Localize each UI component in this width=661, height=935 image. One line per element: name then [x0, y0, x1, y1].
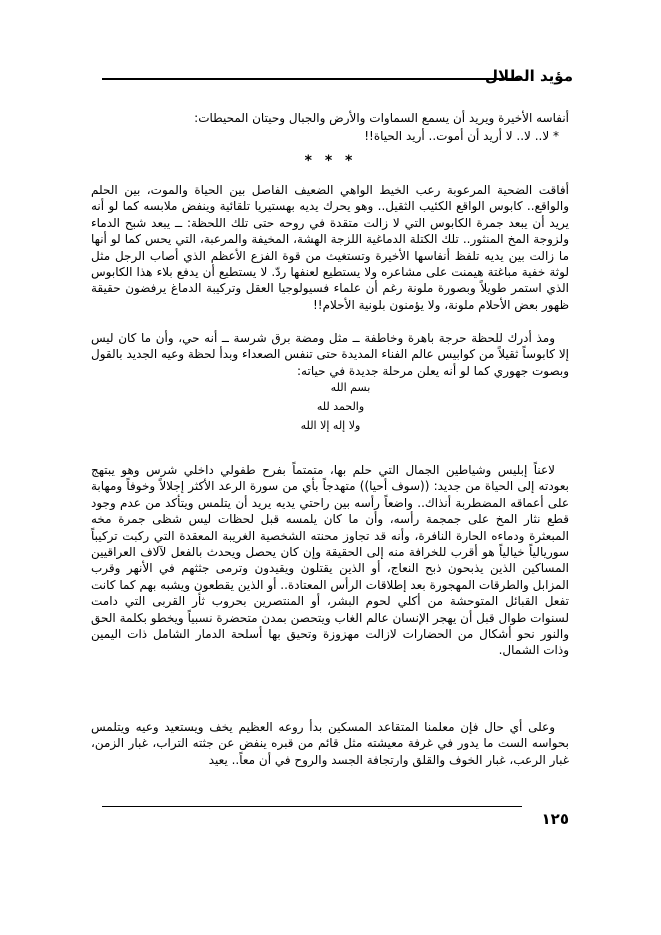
running-header-author: مؤيد الطلال: [484, 67, 573, 85]
centered-line-tahlil: ولا إله إلا الله: [300, 419, 361, 432]
quoted-line: * لا.. لا.. لا أريد أن أموت.. أريد الحياة!!: [364, 129, 559, 143]
header-divider: [102, 78, 522, 80]
centered-line-basmala: بسم الله: [330, 381, 371, 394]
paragraph-cursing: لاعناً إبليس وشياطين الجمال التي حلم بها، متمتماً بفرح طفولي داخلي شرس وهو يبتهج بعودته إلى الحياة من جديد: ((سوف أحيا)) متهدجاً بأي من سورة الرعد الأكثر إجلالاً وخوفاً ومهابة على أعماقه المضطربة أنذاك.. واضعاً رأسه بين راحتي يديه يريد أن يتلمس ويتأكد من عدم وجود قطع نثار المخ على جمجمة رأسه، وأن ما كان يلمسه قبل لحظات ليس شظى جمرة مخه المبعثرة ودماءه الحارة النافرة، وأنه قد تجاوز محنته الشخصية الغريبة المعقدة التي ركبت تركيباً سوريالياً خيالياً هو أقرب للخرافة منه إلى الحقيقة وإن كان يحصل ويحدث بالفعل لآلاف العراقيين المساكين الذين يذبحون ذبح النعاج، أو الذين يقتلون ويقيدون وترمى جثثهم في الأنهر وقرب المزابل والطرقات المهجورة بعد إطلاقات الرأس المعتادة.. أو الذين يقطعون ويشبه بهم كما كانت تفعل القبائل المتوحشة من أكلي لحوم البشر، أو المنتصرين بحروب ثأر القربى التي دامت لسنوات طوال قبل أن يهجر الإنسان عالم الغاب ويتحصن بمدن متحضرة نسبياً ويخطو بكلمة الحق والنور نحو أشكال من الحضارات لازالت مهزوزة وتحيق بها أسلحة الدمار الشامل ذات اليمين وذات الشمال.: [91, 463, 569, 658]
paragraph-continuation: أنفاسه الأخيرة ويريد أن يسمع السماوات والأرض والجبال وحيتان المحيطات:: [194, 111, 569, 125]
centered-line-hamd: والحمد لله: [316, 400, 365, 413]
footer-divider: [102, 806, 522, 807]
paragraph-recovery: وعلى أي حال فإن معلمنا المتقاعد المسكين بدأ روعه العظيم يخف ويستعيد وعيه ويتلمس بحواسه الست ما يدور في غرفة معيشته مثل قائم من قبره ينفض عن جثته التراب، غبار الزمن، غبار الرعب، غبار الخوف والقلق وارتجافة الجسد والروح في أن معاً.. يعيد: [91, 720, 569, 767]
paragraph-realization: ومذ أدرك للحظة حرجة باهرة وخاطفة ــ مثل ومضة برق شرسة ــ أنه حي، وأن ما كان ليس إلا كابوساً ثقيلاً من كوابيس عالم الفناء المديدة حتى تنفس الصعداء وبدأ لحظة وعيه الجديد بالقول وبصوت جهوري كما لو أنه يعلن مرحلة جديدة في حياته:: [91, 331, 569, 378]
section-break-asterisks: * * *: [304, 153, 357, 169]
page-number: ١٢٥: [541, 810, 569, 828]
paragraph-awakening: أفاقت الضحية المرعوبة رعب الخيط الواهي الضعيف الفاصل بين الحياة والموت، بين الحلم والواقع.. كابوس الواقع الكئيب الثقيل.. وهو يحرك يديه بهستيريا تلقائية وينفض ملابسه كما لو أنه يريد أن يبعد جمرة الكابوس التي لا زالت متقدة في روحه حتى تلك اللحظة: ــ يبعد شبح الدماء ولزوجة المخ المنثور.. تلك الكتلة الدماغية اللزجة الهشة، المخيفة والمرعبة، التي يحس كما لو أنها ما زالت بين يديه تلفظ أنفاسها الأخيرة وتستغيث من قوة الفزع الأعظم الذي أصاب الرجل مثل لوثة خفية مباغتة هيمنت على مشاعره ولا يستطيع لعنفها ردّ. لا يستطيع أن يدفع بلاء هذا الكابوس الذي استمر طويلاً وبصورة ملونة رغم أن علماء فسيولوجيا العقل وتركيبة الدماغ يرفضون حقيقة ظهور بعض الأحلام ملونة، ولا يؤمنون بلونية الأحلام!!: [91, 183, 569, 312]
